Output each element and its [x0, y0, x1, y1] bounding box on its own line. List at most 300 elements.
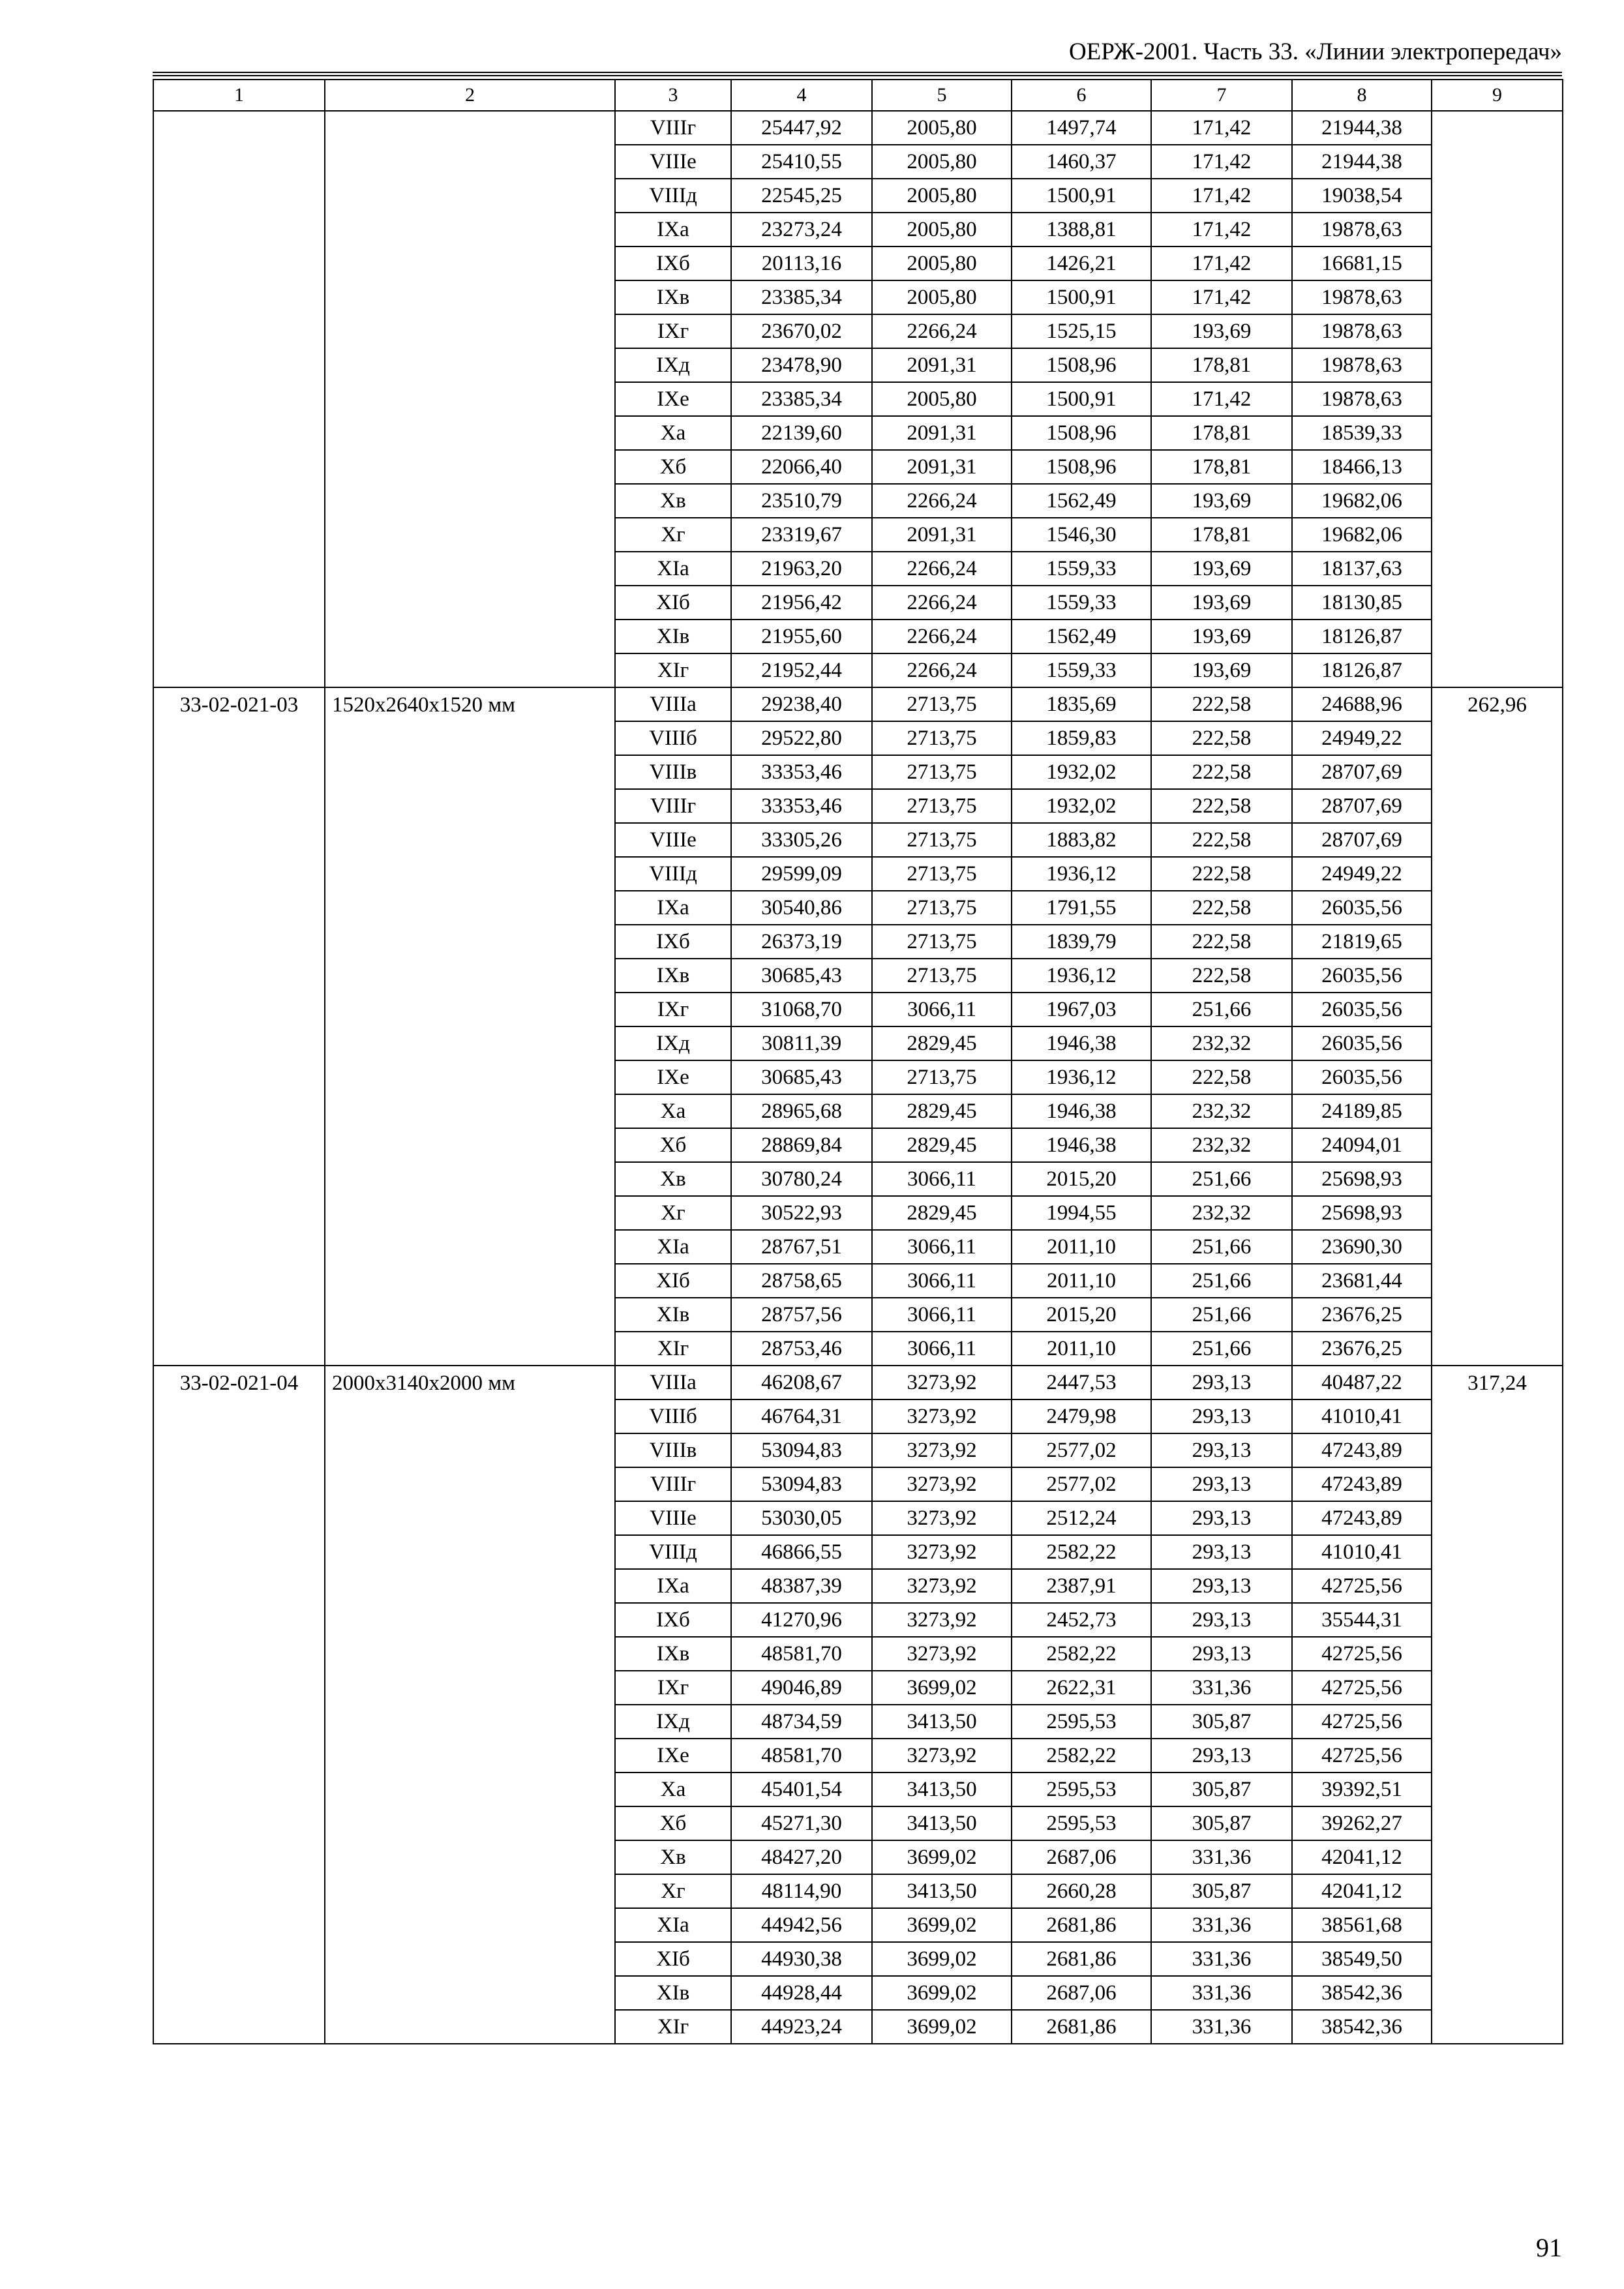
value-cell: 3066,11: [872, 1162, 1012, 1196]
zone-cell: IXг: [615, 993, 731, 1026]
value-cell: 19038,54: [1292, 179, 1432, 213]
value-cell: 2713,75: [872, 891, 1012, 925]
zone-cell: VIIIг: [615, 1467, 731, 1501]
value-cell: 3273,92: [872, 1366, 1012, 1399]
value-cell: 222,58: [1151, 1060, 1292, 1094]
value-cell: 42041,12: [1292, 1874, 1432, 1908]
value-cell: 331,36: [1151, 1671, 1292, 1705]
value-cell: 2829,45: [872, 1094, 1012, 1128]
value-cell: 29522,80: [731, 721, 872, 755]
group-code-cell: 33-02-021-03: [153, 687, 325, 1366]
zone-cell: VIIIб: [615, 721, 731, 755]
value-cell: 2005,80: [872, 213, 1012, 247]
value-cell: 1508,96: [1012, 348, 1151, 382]
value-cell: 39392,51: [1292, 1773, 1432, 1806]
value-cell: 2595,53: [1012, 1705, 1151, 1739]
value-cell: 222,58: [1151, 959, 1292, 993]
value-cell: 23478,90: [731, 348, 872, 382]
value-cell: 30522,93: [731, 1196, 872, 1230]
zone-cell: VIIIб: [615, 1399, 731, 1433]
value-cell: 1946,38: [1012, 1026, 1151, 1060]
value-cell: 42041,12: [1292, 1840, 1432, 1874]
value-cell: 23690,30: [1292, 1230, 1432, 1264]
value-cell: 21955,60: [731, 620, 872, 653]
value-cell: 293,13: [1151, 1603, 1292, 1637]
value-cell: 22545,25: [731, 179, 872, 213]
value-cell: 2266,24: [872, 586, 1012, 620]
value-cell: 331,36: [1151, 2010, 1292, 2044]
zone-cell: VIIIд: [615, 1535, 731, 1569]
value-cell: 1946,38: [1012, 1128, 1151, 1162]
value-cell: 33353,46: [731, 755, 872, 789]
value-cell: 1932,02: [1012, 755, 1151, 789]
value-cell: 1932,02: [1012, 789, 1151, 823]
value-cell: 2681,86: [1012, 1908, 1151, 1942]
value-cell: 171,42: [1151, 280, 1292, 314]
value-cell: 23385,34: [731, 382, 872, 416]
column-header: 6: [1012, 80, 1151, 111]
value-cell: 29238,40: [731, 687, 872, 721]
value-cell: 2447,53: [1012, 1366, 1151, 1399]
value-cell: 41270,96: [731, 1603, 872, 1637]
zone-cell: Xв: [615, 1162, 731, 1196]
value-cell: 21944,38: [1292, 111, 1432, 145]
zone-cell: Xв: [615, 1840, 731, 1874]
value-cell: 1562,49: [1012, 620, 1151, 653]
value-cell: 31068,70: [731, 993, 872, 1026]
value-cell: 38549,50: [1292, 1942, 1432, 1976]
value-cell: 23385,34: [731, 280, 872, 314]
zone-cell: VIIIа: [615, 1366, 731, 1399]
value-cell: 2577,02: [1012, 1467, 1151, 1501]
value-cell: 1839,79: [1012, 925, 1151, 959]
value-cell: 26035,56: [1292, 993, 1432, 1026]
value-cell: 305,87: [1151, 1806, 1292, 1840]
value-cell: 33305,26: [731, 823, 872, 857]
value-cell: 2387,91: [1012, 1569, 1151, 1603]
value-cell: 16681,15: [1292, 247, 1432, 280]
value-cell: 251,66: [1151, 1162, 1292, 1196]
value-cell: 41010,41: [1292, 1535, 1432, 1569]
value-cell: 3699,02: [872, 1840, 1012, 1874]
table-row: [153, 687, 1563, 721]
value-cell: 3699,02: [872, 1671, 1012, 1705]
column-header: 8: [1292, 80, 1432, 111]
value-cell: 23670,02: [731, 314, 872, 348]
value-cell: 24688,96: [1292, 687, 1432, 721]
value-cell: 24949,22: [1292, 857, 1432, 891]
value-cell: 48581,70: [731, 1637, 872, 1671]
value-cell: 2091,31: [872, 348, 1012, 382]
value-cell: 23676,25: [1292, 1332, 1432, 1366]
zone-cell: IXд: [615, 1026, 731, 1060]
value-cell: 1946,38: [1012, 1094, 1151, 1128]
value-cell: 222,58: [1151, 721, 1292, 755]
group-code-cell: 33-02-021-04: [153, 1366, 325, 2044]
value-cell: 47243,89: [1292, 1501, 1432, 1535]
zone-cell: XIа: [615, 1908, 731, 1942]
value-cell: 25410,55: [731, 145, 872, 179]
value-cell: 1388,81: [1012, 213, 1151, 247]
group-size-cell: 2000х3140х2000 мм: [325, 1366, 615, 2044]
value-cell: 2595,53: [1012, 1806, 1151, 1840]
value-cell: 23319,67: [731, 518, 872, 552]
value-cell: 2713,75: [872, 959, 1012, 993]
value-cell: 24094,01: [1292, 1128, 1432, 1162]
value-cell: 222,58: [1151, 755, 1292, 789]
value-cell: 1791,55: [1012, 891, 1151, 925]
value-cell: 2005,80: [872, 111, 1012, 145]
zone-cell: IXе: [615, 1060, 731, 1094]
value-cell: 1500,91: [1012, 179, 1151, 213]
value-cell: 3273,92: [872, 1637, 1012, 1671]
value-cell: 2713,75: [872, 755, 1012, 789]
value-cell: 3273,92: [872, 1569, 1012, 1603]
value-cell: 2266,24: [872, 552, 1012, 586]
value-cell: 2479,98: [1012, 1399, 1151, 1433]
value-cell: 42725,56: [1292, 1569, 1432, 1603]
zone-cell: XIа: [615, 552, 731, 586]
value-cell: 3066,11: [872, 1264, 1012, 1298]
value-cell: 33353,46: [731, 789, 872, 823]
value-cell: 305,87: [1151, 1773, 1292, 1806]
value-cell: 2582,22: [1012, 1739, 1151, 1773]
value-cell: 178,81: [1151, 416, 1292, 450]
value-cell: 47243,89: [1292, 1433, 1432, 1467]
value-cell: 1994,55: [1012, 1196, 1151, 1230]
value-cell: 19878,63: [1292, 280, 1432, 314]
value-cell: 251,66: [1151, 1298, 1292, 1332]
value-cell: 21944,38: [1292, 145, 1432, 179]
group-code-cell: [153, 111, 325, 687]
value-cell: 293,13: [1151, 1366, 1292, 1399]
value-cell: 3413,50: [872, 1773, 1012, 1806]
value-cell: 3273,92: [872, 1501, 1012, 1535]
value-cell: 1508,96: [1012, 416, 1151, 450]
value-cell: 1835,69: [1012, 687, 1151, 721]
zone-cell: XIб: [615, 1264, 731, 1298]
zone-cell: XIв: [615, 620, 731, 653]
zone-cell: IXб: [615, 247, 731, 280]
zone-cell: VIIIд: [615, 179, 731, 213]
value-cell: 1508,96: [1012, 450, 1151, 484]
zone-cell: VIIIе: [615, 145, 731, 179]
zone-cell: VIIIе: [615, 1501, 731, 1535]
value-cell: 48114,90: [731, 1874, 872, 1908]
value-cell: 44928,44: [731, 1976, 872, 2010]
zone-cell: IXа: [615, 213, 731, 247]
value-cell: 1859,83: [1012, 721, 1151, 755]
value-cell: 2713,75: [872, 857, 1012, 891]
value-cell: 2687,06: [1012, 1840, 1151, 1874]
value-cell: 53030,05: [731, 1501, 872, 1535]
zone-cell: Xг: [615, 1196, 731, 1230]
group-size-cell: [325, 111, 615, 687]
value-cell: 293,13: [1151, 1637, 1292, 1671]
value-cell: 171,42: [1151, 213, 1292, 247]
value-cell: 48427,20: [731, 1840, 872, 1874]
value-cell: 18126,87: [1292, 653, 1432, 687]
value-cell: 35544,31: [1292, 1603, 1432, 1637]
value-cell: 23681,44: [1292, 1264, 1432, 1298]
value-cell: 2577,02: [1012, 1433, 1151, 1467]
zone-cell: VIIIа: [615, 687, 731, 721]
value-cell: 331,36: [1151, 1840, 1292, 1874]
value-cell: 30685,43: [731, 959, 872, 993]
zone-cell: XIг: [615, 2010, 731, 2044]
value-cell: 1426,21: [1012, 247, 1151, 280]
zone-cell: VIIIд: [615, 857, 731, 891]
value-cell: 19878,63: [1292, 348, 1432, 382]
value-cell: 3066,11: [872, 993, 1012, 1026]
value-cell: 19682,06: [1292, 518, 1432, 552]
value-cell: 2005,80: [872, 247, 1012, 280]
column-header: 1: [153, 80, 325, 111]
value-cell: 1936,12: [1012, 857, 1151, 891]
value-cell: 2452,73: [1012, 1603, 1151, 1637]
value-cell: 3699,02: [872, 1908, 1012, 1942]
value-cell: 1500,91: [1012, 280, 1151, 314]
value-cell: 3699,02: [872, 1942, 1012, 1976]
column-header: 2: [325, 80, 615, 111]
value-cell: 178,81: [1151, 450, 1292, 484]
value-cell: 30780,24: [731, 1162, 872, 1196]
value-cell: 171,42: [1151, 145, 1292, 179]
zone-cell: IXв: [615, 959, 731, 993]
zone-cell: VIIIе: [615, 823, 731, 857]
value-cell: 3699,02: [872, 2010, 1012, 2044]
value-cell: 3273,92: [872, 1603, 1012, 1637]
value-cell: 23273,24: [731, 213, 872, 247]
value-cell: 25698,93: [1292, 1162, 1432, 1196]
value-cell: 30540,86: [731, 891, 872, 925]
value-cell: 3273,92: [872, 1399, 1012, 1433]
value-cell: 2829,45: [872, 1128, 1012, 1162]
zone-cell: XIв: [615, 1976, 731, 2010]
value-cell: 40487,22: [1292, 1366, 1432, 1399]
value-cell: 26035,56: [1292, 1026, 1432, 1060]
zone-cell: IXд: [615, 348, 731, 382]
value-cell: 48387,39: [731, 1569, 872, 1603]
value-cell: 28767,51: [731, 1230, 872, 1264]
zone-cell: VIIIг: [615, 789, 731, 823]
value-cell: 331,36: [1151, 1908, 1292, 1942]
zone-cell: IXв: [615, 280, 731, 314]
column-header: 5: [872, 80, 1012, 111]
value-cell: 1497,74: [1012, 111, 1151, 145]
zone-cell: Xб: [615, 1128, 731, 1162]
value-cell: 2005,80: [872, 382, 1012, 416]
value-cell: 46208,67: [731, 1366, 872, 1399]
value-cell: 18466,13: [1292, 450, 1432, 484]
value-cell: 1546,30: [1012, 518, 1151, 552]
value-cell: 251,66: [1151, 1264, 1292, 1298]
value-cell: 293,13: [1151, 1433, 1292, 1467]
value-cell: 45271,30: [731, 1806, 872, 1840]
value-cell: 21956,42: [731, 586, 872, 620]
value-cell: 42725,56: [1292, 1705, 1432, 1739]
value-cell: 171,42: [1151, 111, 1292, 145]
zone-cell: Xг: [615, 518, 731, 552]
value-cell: 44930,38: [731, 1942, 872, 1976]
zone-cell: XIб: [615, 1942, 731, 1976]
value-cell: 53094,83: [731, 1433, 872, 1467]
value-cell: 2091,31: [872, 518, 1012, 552]
value-cell: 222,58: [1151, 687, 1292, 721]
value-cell: 2015,20: [1012, 1162, 1151, 1196]
value-cell: 193,69: [1151, 620, 1292, 653]
value-cell: 48734,59: [731, 1705, 872, 1739]
value-cell: 193,69: [1151, 653, 1292, 687]
value-cell: 19682,06: [1292, 484, 1432, 518]
value-cell: 3413,50: [872, 1705, 1012, 1739]
group-total-cell: [1432, 111, 1563, 687]
value-cell: 193,69: [1151, 314, 1292, 348]
value-cell: 20113,16: [731, 247, 872, 280]
value-cell: 29599,09: [731, 857, 872, 891]
value-cell: 222,58: [1151, 857, 1292, 891]
group-size-cell: 1520х2640х1520 мм: [325, 687, 615, 1366]
value-cell: 251,66: [1151, 993, 1292, 1026]
table-row: [153, 1366, 1563, 1399]
zone-cell: IXв: [615, 1637, 731, 1671]
value-cell: 2091,31: [872, 416, 1012, 450]
value-cell: 171,42: [1151, 179, 1292, 213]
value-cell: 2091,31: [872, 450, 1012, 484]
value-cell: 38561,68: [1292, 1908, 1432, 1942]
value-cell: 293,13: [1151, 1501, 1292, 1535]
value-cell: 2713,75: [872, 687, 1012, 721]
zone-cell: IXе: [615, 1739, 731, 1773]
value-cell: 24189,85: [1292, 1094, 1432, 1128]
value-cell: 232,32: [1151, 1196, 1292, 1230]
value-cell: 2681,86: [1012, 2010, 1151, 2044]
value-cell: 1500,91: [1012, 382, 1151, 416]
value-cell: 178,81: [1151, 518, 1292, 552]
value-cell: 41010,41: [1292, 1399, 1432, 1433]
value-cell: 28707,69: [1292, 823, 1432, 857]
table-row: [153, 111, 1563, 145]
value-cell: 2595,53: [1012, 1773, 1151, 1806]
value-cell: 178,81: [1151, 348, 1292, 382]
group-total-cell: 262,96: [1432, 687, 1563, 1366]
value-cell: 232,32: [1151, 1026, 1292, 1060]
value-cell: 1883,82: [1012, 823, 1151, 857]
value-cell: 18130,85: [1292, 586, 1432, 620]
value-cell: 18126,87: [1292, 620, 1432, 653]
value-cell: 1559,33: [1012, 552, 1151, 586]
value-cell: 30685,43: [731, 1060, 872, 1094]
value-cell: 293,13: [1151, 1399, 1292, 1433]
value-cell: 42725,56: [1292, 1637, 1432, 1671]
value-cell: 42725,56: [1292, 1671, 1432, 1705]
value-cell: 2829,45: [872, 1196, 1012, 1230]
value-cell: 3699,02: [872, 1976, 1012, 2010]
value-cell: 2713,75: [872, 823, 1012, 857]
zone-cell: Xб: [615, 450, 731, 484]
value-cell: 222,58: [1151, 891, 1292, 925]
value-cell: 26035,56: [1292, 959, 1432, 993]
value-cell: 2582,22: [1012, 1535, 1151, 1569]
zone-cell: VIIIв: [615, 1433, 731, 1467]
value-cell: 232,32: [1151, 1094, 1292, 1128]
value-cell: 46764,31: [731, 1399, 872, 1433]
rates-table: [153, 79, 1563, 2044]
value-cell: 222,58: [1151, 925, 1292, 959]
page-header-title: ОЕРЖ-2001. Часть 33. «Линии электропередач»: [1068, 38, 1562, 65]
zone-cell: Xг: [615, 1874, 731, 1908]
value-cell: 22066,40: [731, 450, 872, 484]
value-cell: 232,32: [1151, 1128, 1292, 1162]
value-cell: 28758,65: [731, 1264, 872, 1298]
value-cell: 293,13: [1151, 1535, 1292, 1569]
value-cell: 1559,33: [1012, 586, 1151, 620]
value-cell: 45401,54: [731, 1773, 872, 1806]
value-cell: 30811,39: [731, 1026, 872, 1060]
value-cell: 251,66: [1151, 1332, 1292, 1366]
value-cell: 2266,24: [872, 484, 1012, 518]
value-cell: 26035,56: [1292, 891, 1432, 925]
value-cell: 1559,33: [1012, 653, 1151, 687]
value-cell: 21819,65: [1292, 925, 1432, 959]
value-cell: 171,42: [1151, 382, 1292, 416]
value-cell: 2829,45: [872, 1026, 1012, 1060]
value-cell: 48581,70: [731, 1739, 872, 1773]
value-cell: 23676,25: [1292, 1298, 1432, 1332]
zone-cell: IXг: [615, 1671, 731, 1705]
value-cell: 28757,56: [731, 1298, 872, 1332]
value-cell: 28869,84: [731, 1128, 872, 1162]
value-cell: 18137,63: [1292, 552, 1432, 586]
value-cell: 19878,63: [1292, 213, 1432, 247]
header-rule: [153, 72, 1562, 76]
value-cell: 1967,03: [1012, 993, 1151, 1026]
zone-cell: XIв: [615, 1298, 731, 1332]
value-cell: 2582,22: [1012, 1637, 1151, 1671]
value-cell: 25447,92: [731, 111, 872, 145]
zone-cell: VIIIг: [615, 111, 731, 145]
value-cell: 1562,49: [1012, 484, 1151, 518]
value-cell: 28753,46: [731, 1332, 872, 1366]
column-header: 9: [1432, 80, 1563, 111]
value-cell: 26035,56: [1292, 1060, 1432, 1094]
zone-cell: Xа: [615, 1773, 731, 1806]
value-cell: 193,69: [1151, 484, 1292, 518]
value-cell: 171,42: [1151, 247, 1292, 280]
value-cell: 2011,10: [1012, 1230, 1151, 1264]
value-cell: 193,69: [1151, 552, 1292, 586]
value-cell: 331,36: [1151, 1976, 1292, 2010]
value-cell: 2660,28: [1012, 1874, 1151, 1908]
value-cell: 26373,19: [731, 925, 872, 959]
value-cell: 44923,24: [731, 2010, 872, 2044]
value-cell: 305,87: [1151, 1705, 1292, 1739]
value-cell: 44942,56: [731, 1908, 872, 1942]
value-cell: 42725,56: [1292, 1739, 1432, 1773]
group-total-cell: 317,24: [1432, 1366, 1563, 2044]
value-cell: 3066,11: [872, 1230, 1012, 1264]
value-cell: 2713,75: [872, 789, 1012, 823]
value-cell: 2687,06: [1012, 1976, 1151, 2010]
value-cell: 222,58: [1151, 789, 1292, 823]
value-cell: 2005,80: [872, 145, 1012, 179]
value-cell: 47243,89: [1292, 1467, 1432, 1501]
zone-cell: IXа: [615, 891, 731, 925]
value-cell: 2005,80: [872, 179, 1012, 213]
value-cell: 293,13: [1151, 1467, 1292, 1501]
value-cell: 2266,24: [872, 653, 1012, 687]
value-cell: 2011,10: [1012, 1264, 1151, 1298]
